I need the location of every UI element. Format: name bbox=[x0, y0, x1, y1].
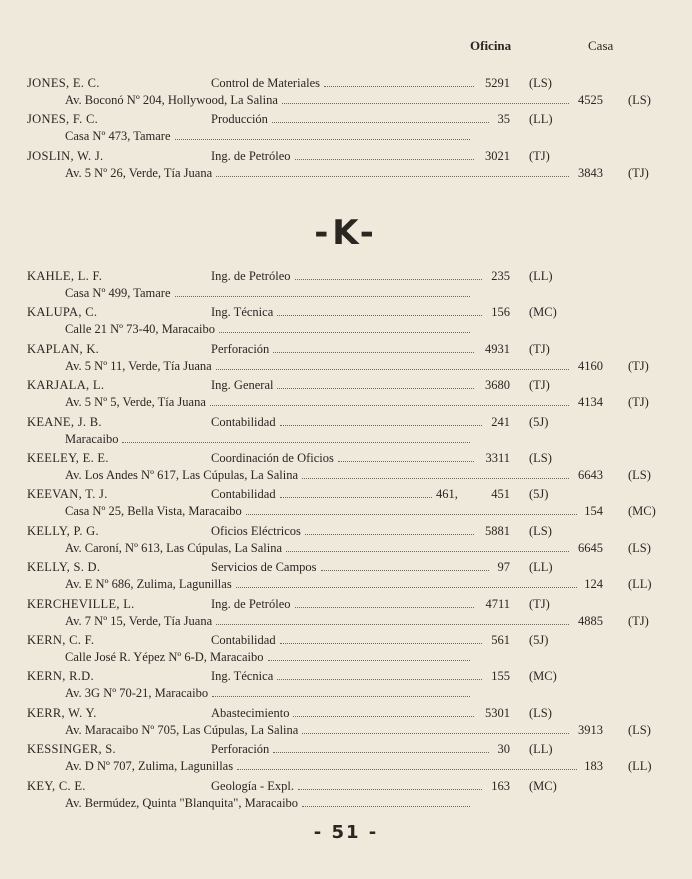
entry-line-main bbox=[0, 303, 692, 321]
office-location-code: (LS) bbox=[529, 451, 552, 465]
entry-line-main bbox=[0, 340, 692, 358]
leader-dots bbox=[212, 684, 470, 697]
entry-address: Av. 3G Nº 70-21, Maracaibo bbox=[65, 686, 209, 701]
entry-line-address bbox=[0, 357, 692, 375]
office-extension: 30 bbox=[497, 742, 510, 757]
entry-line-address bbox=[0, 320, 692, 338]
entry-address: Maracaibo bbox=[65, 431, 119, 446]
leader-dots bbox=[282, 91, 569, 104]
home-location-code: (LL) bbox=[628, 759, 652, 774]
office-location-code: (MC) bbox=[529, 669, 557, 684]
leader-dots bbox=[302, 466, 569, 479]
entry-department: Servicios de Campos bbox=[211, 560, 317, 575]
office-location-code: (LS) bbox=[529, 76, 552, 90]
leader-dots bbox=[302, 794, 470, 807]
office-location-code: (MC) bbox=[529, 778, 557, 793]
entry-name: KERN, R.D. bbox=[27, 669, 94, 684]
office-extension: 4711 bbox=[485, 596, 510, 611]
leader-dots bbox=[216, 612, 569, 625]
entry-name: KEY, C. E. bbox=[27, 778, 86, 793]
entry-line-address bbox=[0, 684, 692, 702]
entry-department: Perforación bbox=[211, 341, 270, 356]
home-extension: 154 bbox=[584, 504, 603, 519]
home-location-code: (TJ) bbox=[628, 613, 649, 628]
entry-name: KERN, C. F. bbox=[27, 633, 95, 647]
entry-name: KELLY, S. D. bbox=[27, 560, 101, 575]
entry-line-address bbox=[0, 466, 692, 484]
leader-dots bbox=[216, 164, 569, 177]
entry-address: Calle 21 Nº 73-40, Maracaibo bbox=[65, 322, 216, 337]
office-extension: 3680 bbox=[485, 378, 510, 393]
entry-department: Ing. de Petróleo bbox=[211, 596, 291, 611]
entry-department: Oficios Eléctricos bbox=[211, 523, 301, 538]
office-extension: 35 bbox=[497, 112, 510, 127]
entry-line-address bbox=[0, 127, 692, 145]
office-extension: 155 bbox=[491, 669, 510, 684]
entry-line-address bbox=[0, 539, 692, 557]
header-oficina: Oficina bbox=[470, 38, 512, 53]
entry-department: Control de Materiales bbox=[211, 76, 320, 90]
entry-department: Perforación bbox=[211, 742, 270, 757]
leader-dots bbox=[237, 757, 577, 770]
entry-address: Av. 5 Nº 11, Verde, Tía Juana bbox=[65, 358, 212, 373]
header-casa: Casa bbox=[588, 38, 614, 53]
office-extension: 97 bbox=[497, 560, 510, 575]
entry-name: KARJALA, L. bbox=[27, 378, 105, 393]
office-location-code: (LL) bbox=[529, 742, 553, 757]
leader-dots bbox=[236, 575, 577, 588]
office-extension: 5301 bbox=[485, 705, 510, 720]
leader-dots bbox=[210, 393, 569, 406]
entry-line-main bbox=[0, 667, 692, 685]
entry-address: Av. 5 Nº 5, Verde, Tía Juana bbox=[65, 395, 206, 410]
office-location-code: (TJ) bbox=[529, 378, 550, 393]
office-location-code: (5J) bbox=[529, 414, 549, 429]
home-extension: 4885 bbox=[578, 613, 603, 628]
entry-department: Ing. de Petróleo bbox=[211, 148, 291, 163]
entry-line-main bbox=[0, 595, 692, 613]
home-extension: 3913 bbox=[578, 722, 603, 737]
entry-line-address bbox=[0, 430, 692, 448]
entry-department: Producción bbox=[211, 112, 268, 127]
entry-line-main bbox=[0, 74, 692, 92]
office-location-code: (MC) bbox=[529, 305, 557, 320]
entry-line-address bbox=[0, 91, 692, 109]
entry-line-main bbox=[0, 449, 692, 467]
office-location-code: (LS) bbox=[529, 523, 552, 538]
home-extension: 6643 bbox=[578, 468, 603, 482]
office-extension: 5291 bbox=[485, 76, 510, 90]
entry-address: Av. Bermúdez, Quinta "Blanquita", Maracaibo bbox=[65, 795, 299, 810]
entry-address: Av. 7 Nº 15, Verde, Tía Juana bbox=[65, 613, 213, 628]
entry-department: Ing. General bbox=[211, 378, 274, 393]
entry-address: Av. Maracaibo Nº 705, Las Cúpulas, La Salina bbox=[65, 722, 299, 737]
entry-line-address bbox=[0, 393, 692, 411]
entry-line-main bbox=[0, 522, 692, 540]
home-location-code: (MC) bbox=[628, 504, 656, 519]
entry-department: Coordinación de Oficios bbox=[211, 451, 334, 465]
entry-line-main bbox=[0, 558, 692, 576]
office-location-code: (5J) bbox=[529, 487, 549, 502]
home-extension: 183 bbox=[584, 759, 603, 774]
leader-dots bbox=[175, 284, 470, 297]
office-extension: 561 bbox=[491, 633, 510, 647]
entry-address: Av. 5 Nº 26, Verde, Tía Juana bbox=[65, 165, 213, 180]
entry-address: Calle José R. Yépez Nº 6-D, Maracaibo bbox=[65, 650, 264, 664]
home-location-code: (TJ) bbox=[628, 358, 649, 373]
entry-extra-extension: 461, bbox=[436, 487, 458, 502]
home-location-code: (LS) bbox=[628, 468, 651, 482]
leader-dots bbox=[302, 721, 569, 734]
leader-dots bbox=[216, 357, 569, 370]
home-location-code: (LS) bbox=[628, 93, 651, 107]
page-number: - 51 - bbox=[313, 822, 379, 843]
entry-line-address bbox=[0, 757, 692, 775]
home-extension: 4160 bbox=[578, 358, 603, 373]
entry-line-main bbox=[0, 704, 692, 722]
leader-dots bbox=[246, 502, 577, 515]
home-location-code: (TJ) bbox=[628, 395, 649, 410]
entry-line-address bbox=[0, 648, 692, 666]
entry-line-main bbox=[0, 376, 692, 394]
entry-line-address bbox=[0, 284, 692, 302]
entry-name: KAPLAN, K. bbox=[27, 341, 100, 356]
entry-line-main bbox=[0, 413, 692, 431]
home-location-code: (TJ) bbox=[628, 165, 649, 180]
home-extension: 4134 bbox=[578, 395, 603, 410]
office-location-code: (LL) bbox=[529, 112, 553, 127]
entry-name: KALUPA, C. bbox=[27, 305, 98, 320]
office-location-code: (LL) bbox=[529, 560, 553, 575]
home-location-code: (LS) bbox=[628, 722, 651, 737]
entry-name: KERCHEVILLE, L. bbox=[27, 596, 135, 611]
office-extension: 241 bbox=[491, 414, 510, 429]
office-extension: 5881 bbox=[485, 523, 510, 538]
section-letter-heading: -K- bbox=[314, 213, 378, 253]
entry-address: Av. D Nº 707, Zulima, Lagunillas bbox=[65, 759, 234, 774]
office-extension: 163 bbox=[491, 778, 510, 793]
entry-department: Contabilidad bbox=[211, 487, 276, 502]
office-location-code: (TJ) bbox=[529, 148, 550, 163]
entry-line-address bbox=[0, 612, 692, 630]
leader-dots bbox=[219, 320, 470, 333]
entry-line-main bbox=[0, 267, 692, 285]
entry-department: Ing. Técnica bbox=[211, 305, 274, 320]
entry-name: KAHLE, L. F. bbox=[27, 269, 103, 283]
entry-name: KEANE, J. B. bbox=[27, 414, 102, 429]
entry-name: KESSINGER, S. bbox=[27, 742, 116, 757]
office-extension: 235 bbox=[491, 269, 510, 283]
entry-department: Contabilidad bbox=[211, 414, 276, 429]
home-location-code: (LL) bbox=[628, 577, 652, 592]
office-location-code: (5J) bbox=[529, 633, 549, 647]
entry-department: Abastecimiento bbox=[211, 705, 290, 720]
entry-address: Casa Nº 499, Tamare bbox=[65, 286, 171, 300]
entry-name: KEELEY, E. E. bbox=[27, 451, 109, 465]
home-extension: 124 bbox=[584, 577, 603, 592]
office-location-code: (LL) bbox=[529, 269, 553, 283]
entry-line-main bbox=[0, 110, 692, 128]
leader-dots bbox=[175, 127, 470, 140]
entry-department: Contabilidad bbox=[211, 633, 276, 647]
entry-line-main bbox=[0, 740, 692, 758]
leader-dots bbox=[268, 648, 470, 661]
leader-dots bbox=[122, 430, 470, 443]
office-extension: 451 bbox=[491, 487, 510, 502]
office-location-code: (TJ) bbox=[529, 341, 550, 356]
entry-address: Av. Boconó Nº 204, Hollywood, La Salina bbox=[65, 93, 278, 107]
entry-name: KERR, W. Y. bbox=[27, 705, 97, 720]
office-extension: 3311 bbox=[485, 451, 510, 465]
entry-department: Ing. de Petróleo bbox=[211, 269, 291, 283]
office-location-code: (LS) bbox=[529, 705, 552, 720]
home-extension: 4525 bbox=[578, 93, 603, 107]
entry-line-main bbox=[0, 631, 692, 649]
entry-line-main bbox=[0, 485, 692, 503]
entry-name: KEEVAN, T. J. bbox=[27, 487, 108, 502]
entry-department: Ing. Técnica bbox=[211, 669, 274, 684]
entry-line-address bbox=[0, 502, 692, 520]
leader-dots bbox=[280, 485, 432, 498]
entry-address: Av. Los Andes Nº 617, Las Cúpulas, La Salina bbox=[65, 468, 299, 482]
home-extension: 3843 bbox=[578, 165, 603, 180]
office-extension: 3021 bbox=[485, 148, 510, 163]
entry-name: JOSLIN, W. J. bbox=[27, 148, 104, 163]
entry-line-address bbox=[0, 164, 692, 182]
home-location-code: (LS) bbox=[628, 540, 651, 555]
entry-line-main bbox=[0, 147, 692, 165]
office-extension: 4931 bbox=[485, 341, 510, 356]
entry-line-address bbox=[0, 794, 692, 812]
entry-line-main bbox=[0, 777, 692, 795]
office-location-code: (TJ) bbox=[529, 596, 550, 611]
entry-address: Casa Nº 473, Tamare bbox=[65, 129, 171, 144]
entry-name: JONES, E. C. bbox=[27, 76, 100, 90]
office-extension: 156 bbox=[491, 305, 510, 320]
entry-line-address bbox=[0, 721, 692, 739]
entry-address: Av. E Nº 686, Zulima, Lagunillas bbox=[65, 577, 232, 592]
home-extension: 6645 bbox=[578, 540, 603, 555]
entry-name: JONES, F. C. bbox=[27, 112, 99, 127]
entry-name: KELLY, P. G. bbox=[27, 523, 99, 538]
entry-address: Casa Nº 25, Bella Vista, Maracaibo bbox=[65, 504, 242, 519]
entry-department: Geología - Expl. bbox=[211, 778, 294, 793]
entry-address: Av. Caroní, Nº 613, Las Cúpulas, La Salina bbox=[65, 540, 283, 555]
entry-line-address bbox=[0, 575, 692, 593]
leader-dots bbox=[286, 539, 569, 552]
